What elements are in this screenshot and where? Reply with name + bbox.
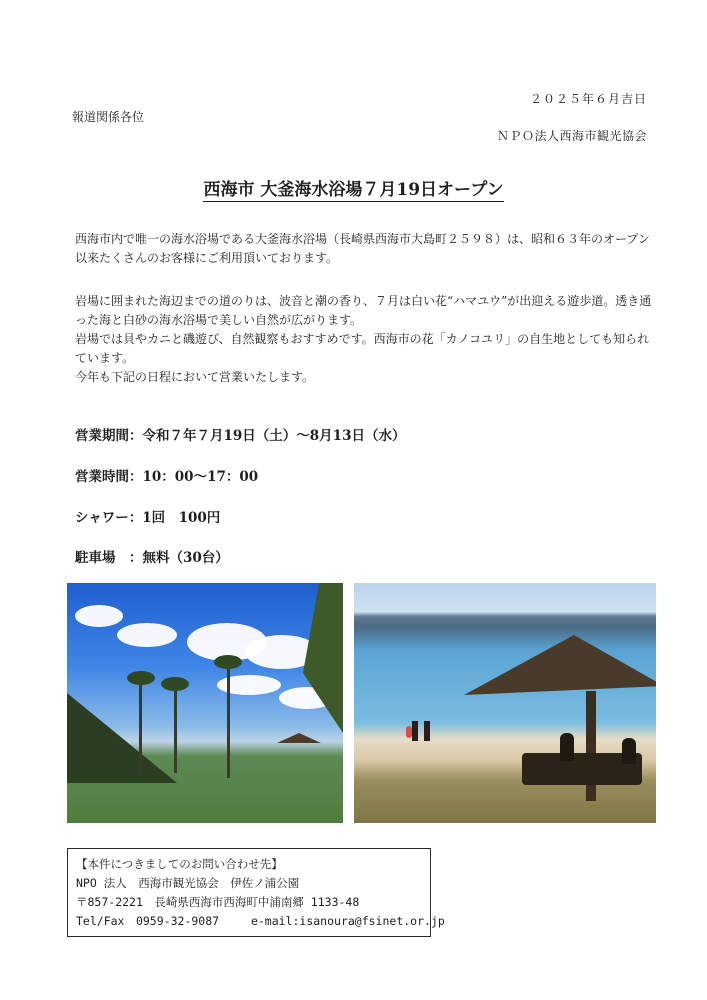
description-line-2: 岩場では貝やカニと磯遊び、自然観察もおすすめです。西海市の花「カノコユリ」の自生地としても知られています。 bbox=[75, 332, 650, 365]
description-line-3: 今年も下記の日程において営業いたします。 bbox=[75, 370, 315, 384]
palm-crown bbox=[127, 671, 155, 685]
intro-paragraph: 西海市内で唯一の海水浴場である大釜海水浴場（長崎県西海市大島町２５９８）は、昭和６３年のオープン以来たくさんのお客様にご利用頂いております。 bbox=[75, 232, 650, 265]
contact-organization: NPO 法人 西海市観光協会 伊佐ノ浦公園 bbox=[76, 876, 300, 890]
gazebo-roof bbox=[277, 733, 321, 743]
sender-organization: ＮＰＯ法人西海市観光協会 bbox=[496, 129, 647, 143]
document-date: ２０２５年６月吉日 bbox=[529, 92, 647, 106]
contact-phone-email bbox=[76, 912, 445, 931]
contact-heading: 【本件につきましてのお問い合わせ先】 bbox=[76, 857, 283, 871]
contact-tel: Tel/Fax 0959-32-9087 bbox=[76, 914, 220, 928]
person-silhouette bbox=[622, 738, 636, 764]
contact-email: e-mail:isanoura@fsinet.or.jp bbox=[250, 914, 445, 928]
addressee: 報道関係各位 bbox=[72, 110, 145, 124]
description-paragraph bbox=[75, 292, 655, 387]
description-line-1: 岩場に囲まれた海辺までの道のりは、波音と潮の香り、７月は白い花“ハマユウ”が出迎える遊歩道。透き通った海と白砂の海水浴場で美しい自然が広がります。 bbox=[75, 294, 652, 327]
title-text: 西海市 大釜海水浴場７月19日オープン bbox=[203, 180, 504, 200]
business-hours: 営業時間：10：00～17：00 bbox=[75, 469, 259, 485]
palm-crown bbox=[161, 677, 189, 691]
beachgoer bbox=[424, 721, 430, 741]
contact-address: 〒857-2221 長崎県西海市西海町中浦南郷 1133-48 bbox=[76, 895, 360, 909]
page-title bbox=[0, 175, 707, 200]
palm-crown bbox=[214, 655, 242, 669]
palm-trunk bbox=[139, 679, 142, 771]
hillside bbox=[67, 693, 177, 783]
palm-trunk bbox=[227, 663, 230, 778]
shower-fee: シャワー：1回 100円 bbox=[75, 510, 221, 526]
float-ring bbox=[406, 726, 412, 738]
cloud bbox=[75, 605, 123, 627]
beachgoer bbox=[412, 721, 418, 741]
tree-foliage bbox=[303, 583, 343, 733]
contact-box bbox=[67, 848, 445, 937]
cloud bbox=[117, 623, 177, 647]
person-silhouette bbox=[560, 733, 574, 761]
beach-gazebo-photo bbox=[354, 583, 656, 823]
business-period: 営業期間：令和７年７月19日（土）～8月13日（水） bbox=[75, 428, 406, 444]
beach-park-palms-photo bbox=[67, 583, 343, 823]
gazebo-roof bbox=[464, 635, 656, 695]
palm-trunk bbox=[174, 685, 177, 773]
parking-info: 駐車場 ：無料（30台） bbox=[75, 550, 229, 566]
